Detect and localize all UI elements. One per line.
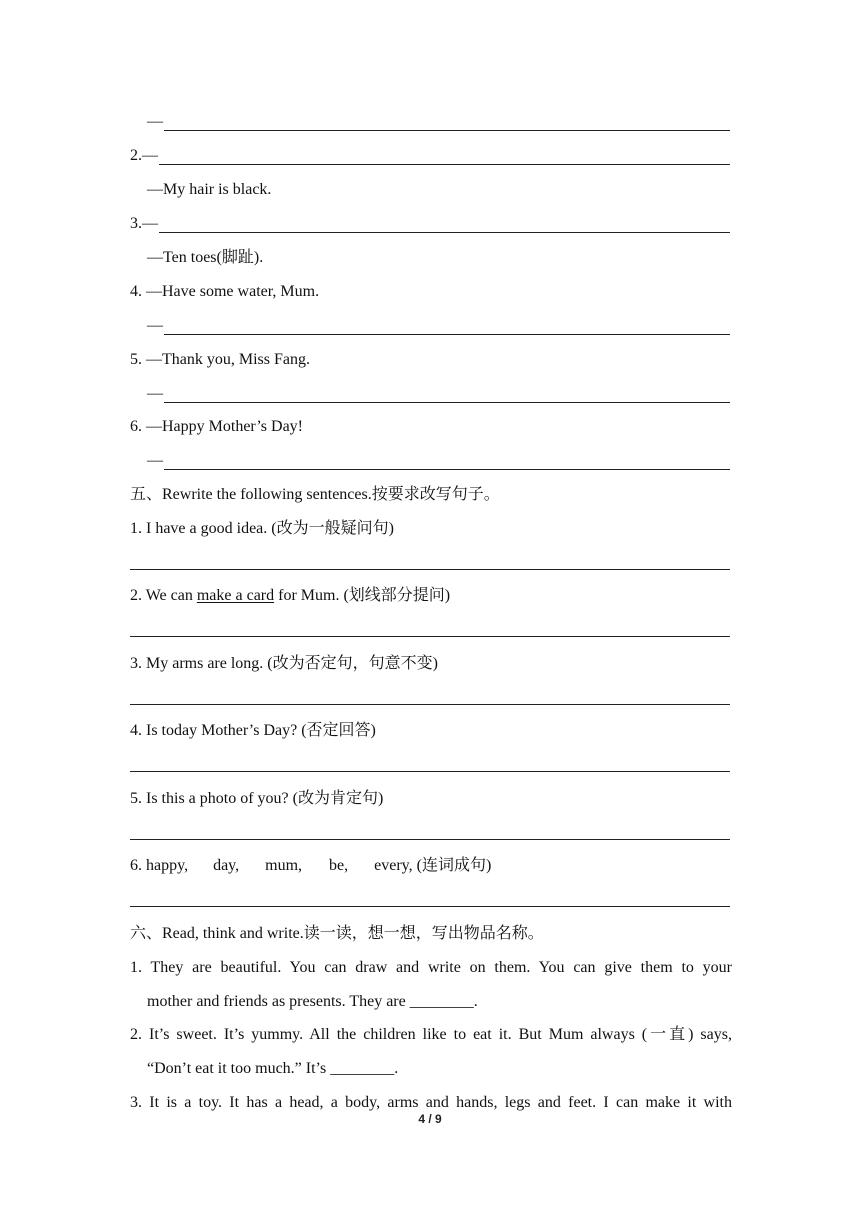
rewrite-item-5: 5. Is this a photo of you? (改为肯定句) [130, 790, 384, 807]
question-number: 3. [130, 215, 142, 232]
q2-reply: —My hair is black. [147, 181, 272, 198]
rewrite-answer-line-3[interactable] [130, 704, 730, 705]
rewrite-item-1: 1. I have a good idea. (改为一般疑问句) [130, 520, 394, 537]
section-6-title: 六、Read, think and write.读一读，想一想，写出物品名称。 [130, 925, 544, 942]
q2-prompt-line[interactable] [130, 144, 730, 168]
blank-line[interactable] [164, 453, 730, 470]
blank-line[interactable] [159, 216, 730, 233]
q5-answer-line[interactable] [147, 382, 730, 406]
q4-answer-line[interactable] [147, 314, 730, 338]
scrambled-word: 6. happy, [130, 857, 189, 874]
item-text: for Mum. (划线部分提问) [274, 587, 451, 604]
riddle-1-line-2: mother and friends as presents. They are ________. [147, 993, 478, 1010]
blank-line[interactable] [159, 148, 730, 165]
page-number: 4 / 9 [418, 1112, 442, 1126]
rewrite-answer-line-5[interactable] [130, 839, 730, 840]
question-number: 2. [130, 147, 142, 164]
dash: — [147, 385, 163, 402]
scrambled-word: day, [213, 857, 240, 874]
dash: — [142, 215, 158, 232]
rewrite-item-2 [130, 584, 730, 608]
riddle-3-line-1: 3. It is a toy. It has a head, a body, arms and hands, legs and feet. I can make it with [130, 1094, 732, 1111]
blank-line[interactable] [164, 386, 730, 403]
rewrite-answer-line-4[interactable] [130, 771, 730, 772]
dash: — [147, 452, 163, 469]
item-text: 2. We can [130, 587, 197, 604]
scrambled-word: be, [329, 857, 349, 874]
q4-prompt: 4. —Have some water, Mum. [130, 283, 320, 300]
riddle-1-line-1: 1. They are beautiful. You can draw and write on them. You can give them to your [130, 959, 732, 976]
q6-prompt: 6. —Happy Mother’s Day! [130, 418, 304, 435]
q5-prompt: 5. —Thank you, Miss Fang. [130, 351, 310, 368]
q3-reply: —Ten toes(脚趾). [147, 249, 264, 266]
scrambled-word: every, [374, 857, 413, 874]
answer-line-1-reply[interactable] [147, 110, 730, 134]
rewrite-item-4: 4. Is today Mother’s Day? (否定回答) [130, 722, 376, 739]
rewrite-answer-line-6[interactable] [130, 906, 730, 907]
q3-prompt-line[interactable] [130, 212, 730, 236]
rewrite-answer-line-2[interactable] [130, 636, 730, 637]
underlined-phrase: make a card [196, 587, 275, 604]
blank-line[interactable] [164, 114, 730, 131]
rewrite-item-6 [130, 854, 730, 878]
rewrite-item-3: 3. My arms are long. (改为否定句，句意不变) [130, 655, 438, 672]
dash: — [147, 317, 163, 334]
riddle-2-line-2: “Don’t eat it too much.” It’s ________. [147, 1060, 399, 1077]
section-5-title: 五、Rewrite the following sentences.按要求改写句子。 [130, 486, 500, 503]
q6-answer-line[interactable] [147, 449, 730, 473]
dash: — [142, 147, 158, 164]
riddle-2-line-1: 2. It’s sweet. It’s yummy. All the children like to eat it. But Mum always (一直) says, [130, 1026, 732, 1043]
scrambled-word: mum, [265, 857, 303, 874]
rewrite-answer-line-1[interactable] [130, 569, 730, 570]
instruction: (连词成句) [416, 857, 492, 874]
dash: — [147, 113, 163, 130]
blank-line[interactable] [164, 318, 730, 335]
